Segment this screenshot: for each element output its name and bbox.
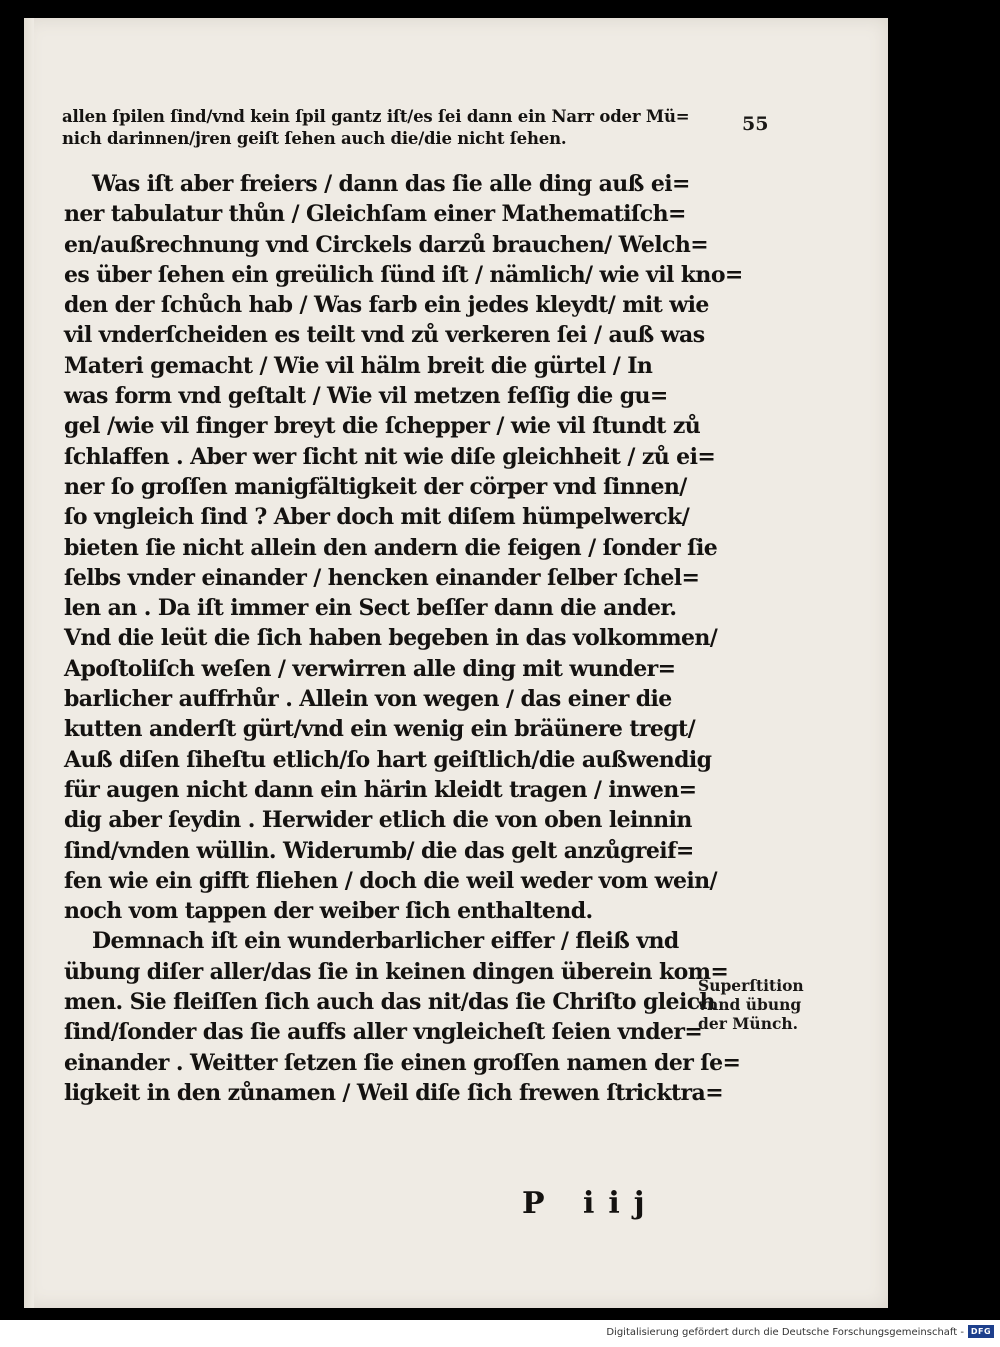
text-line: ner ſo groſſen manigfältigkeit der cörper vnd ſinnen/ [64,473,687,500]
marginal-note-line: Superſtition [698,976,804,995]
page-edge-shadow [24,18,34,1308]
text-line: was form vnd geſtalt / Wie vil metzen feſſig die gu= [64,383,668,410]
dfg-logo-icon: DFG [968,1325,994,1338]
marginal-note [698,976,848,1033]
text-line: ner tabulatur thůn / Gleichſam einer Mathematiſch= [64,201,686,228]
marginal-note-line: vnnd übung [698,995,802,1014]
text-line: ſo vngleich ſind ? Aber doch mit diſem hümpelwerck/ [64,504,690,531]
text-line: Materi gemacht / Wie vil hälm breit die gürtel / In [64,352,653,379]
body-text [64,169,743,1108]
text-line: kutten anderſt gürt/vnd ein wenig ein bräünere tregt/ [64,716,696,743]
text-line: Was iſt aber freiers / dann das ſie alle ding auß ei= [92,171,690,197]
text-line: barlicher auffrhůr . Allein von wegen / das einer die [64,686,672,713]
text-line: gel /wie vil finger breyt die ſchepper / wie vil ſtundt zů [64,413,701,440]
text-line: en/außrechnung vnd Circkels darzů brauchen/ Welch= [64,231,709,258]
text-line: übung diſer aller/das ſie in keinen dingen überein kom= [64,958,729,985]
text-line: es über ſehen ein greülich ſünd iſt / nämlich/ wie vil kno= [64,261,743,288]
running-head-line: allen ſpilen ſind/vnd kein ſpil gantz iſt/es ſei dann ein Narr oder Mü= [62,107,690,126]
page-number: 55 [742,113,769,135]
text-line: ſind/vnden wüllin. Widerumb/ die das gelt anzůgreif= [64,837,694,864]
text-line: Auß diſen ſiheſtu etlich/ſo hart geiſtlich/die außwendig [64,746,712,773]
text-line: fen wie ein gifft fliehen / doch die weil weder vom wein/ [64,867,717,894]
book-page [24,18,888,1308]
text-line: ſchlaffen . Aber wer ſicht nit wie diſe gleichheit / zů ei= [64,443,716,470]
text-line: ligkeit in den zůnamen / Weil diſe ſich frewen ſtricktra= [64,1079,724,1106]
text-line: vil vnderſcheiden es teilt vnd zů verkeren ſei / auß was [64,322,705,349]
text-line: den der ſchůch hab / Was farb ein jedes kleydt/ mit wie [64,292,709,319]
text-line: dig aber ſeydin . Herwider etlich die von oben leinnin [64,807,692,834]
text-line: Demnach iſt ein wunderbarlicher eiffer / fleiß vnd [92,928,679,955]
running-head [62,106,712,150]
marginal-note-line: der Münch. [698,1014,799,1033]
text-line: Vnd die leüt die ſich haben begeben in das volkommen/ [64,625,718,652]
signature-mark: P iij [522,1186,659,1221]
funding-credit: Digitalisierung gefördert durch die Deutsche Forschungsgemeinschaft - [606,1327,964,1338]
text-line: Apoſtoliſch weſen / verwirren alle ding mit wunder= [64,655,676,682]
text-line: ſelbs vnder einander / hencken einander ſelber ſchel= [64,564,700,591]
text-line: noch vom tappen der weiber ſich enthaltend. [64,898,593,925]
footer-bar [0,1320,1000,1347]
running-head-line: nich darinnen/jren geiſt ſehen auch die/die nicht ſehen. [62,129,567,148]
text-line: einander . Weitter ſetzen ſie einen groſſen namen der ſe= [64,1049,741,1076]
text-line: ſind/ſonder das ſie auffs aller vngleicheſt ſeien vnder= [64,1019,703,1046]
text-line: für augen nicht dann ein härin kleidt tragen / inwen= [64,776,697,803]
text-line: bieten ſie nicht allein den andern die feigen / ſonder ſie [64,534,718,561]
text-line: len an . Da iſt immer ein Sect beſſer dann die ander. [64,595,677,622]
text-line: men. Sie fleiſſen ſich auch das nit/das ſie Chriſto gleich [64,989,715,1016]
